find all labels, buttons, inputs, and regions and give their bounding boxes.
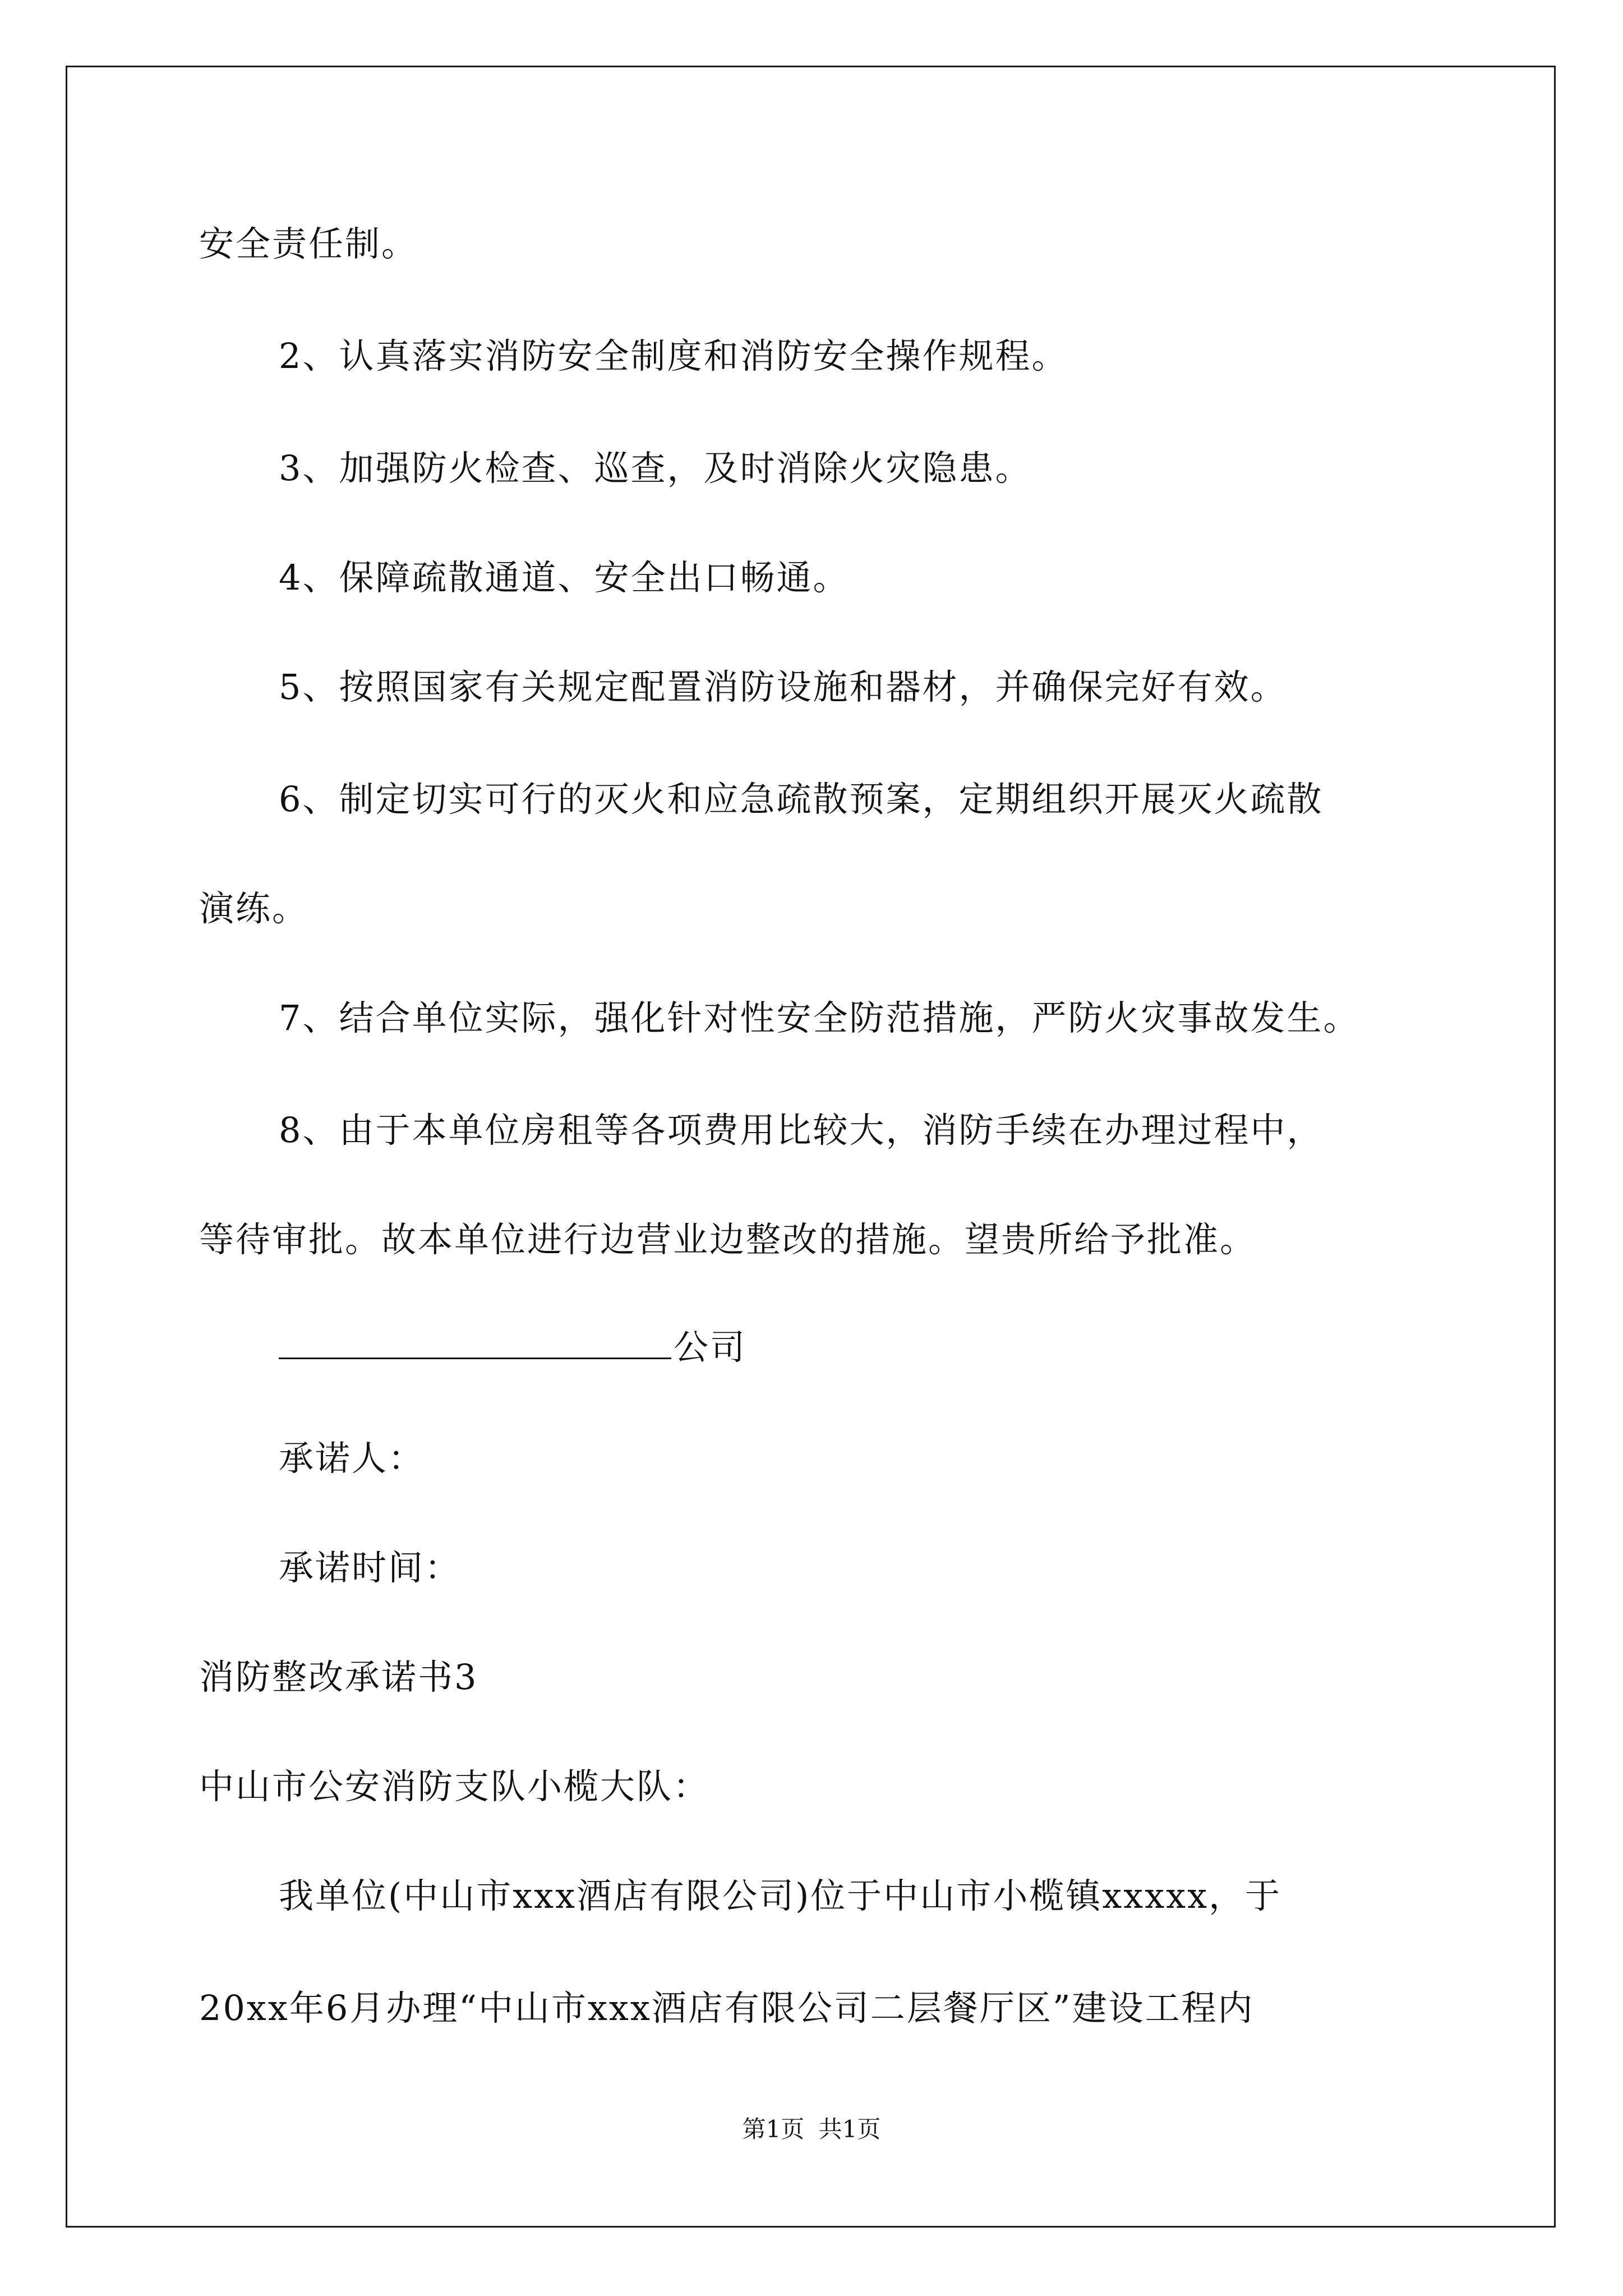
page-total: 共1页 xyxy=(818,2115,881,2143)
page-number: 第1页 xyxy=(742,2115,805,2143)
paragraph-item-7: 7、结合单位实际，强化针对性安全防范措施，严防火灾事故发生。 xyxy=(279,997,1360,1038)
paragraph-item-3: 3、加强防火检查、巡查，及时消除火灾隐患。 xyxy=(279,448,1032,489)
paragraph-item-6-cont: 演练。 xyxy=(199,888,309,929)
paragraph-item-8-cont: 等待审批。故本单位进行边营业边整改的措施。望贵所给予批准。 xyxy=(199,1219,1257,1260)
page-footer xyxy=(0,2114,1623,2145)
paragraph-item-2: 2、认真落实消防安全制度和消防安全操作规程。 xyxy=(279,335,1068,376)
section-title: 消防整改承诺书3 xyxy=(199,1657,478,1697)
body-line: 我单位(中山市xxx酒店有限公司)位于中山市小榄镇xxxxx，于 xyxy=(279,1875,1282,1916)
paragraph-item-8: 8、由于本单位房租等各项费用比较大，消防手续在办理过程中， xyxy=(279,1110,1324,1151)
addressee: 中山市公安消防支队小榄大队： xyxy=(199,1766,710,1807)
promise-time-label: 承诺时间： xyxy=(279,1547,462,1588)
paragraph-item-5: 5、按照国家有关规定配置消防设施和器材，并确保完好有效。 xyxy=(279,666,1287,707)
company-name-blank xyxy=(279,1324,671,1359)
paragraph-item-4: 4、保障疏散通道、安全出口畅通。 xyxy=(279,557,850,598)
body-line: 20xx年6月办理“中山市xxx酒店有限公司二层餐厅区”建设工程内 xyxy=(199,1987,1255,2028)
promisor-label: 承诺人： xyxy=(279,1438,425,1479)
paragraph-line: 安全责任制。 xyxy=(199,223,418,264)
company-suffix: 公司 xyxy=(674,1327,747,1368)
company-line xyxy=(279,1324,746,1370)
paragraph-item-6: 6、制定切实可行的灭火和应急疏散预案，定期组织开展灭火疏散 xyxy=(279,779,1324,820)
